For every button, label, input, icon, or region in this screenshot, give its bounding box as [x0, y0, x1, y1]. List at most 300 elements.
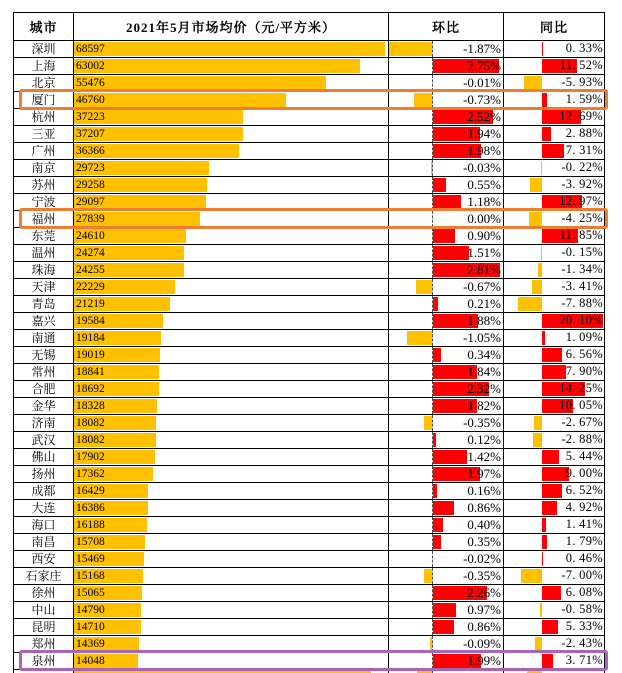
yoy-value: 9. 00% [565, 466, 603, 480]
price-value: 15065 [76, 587, 105, 599]
price-cell [74, 449, 389, 465]
yoy-value: -3. 92% [561, 177, 603, 191]
yoy-bar [542, 42, 543, 56]
table-row[interactable] [14, 109, 604, 126]
yoy-value: 12. 69% [559, 109, 603, 123]
price-cell [74, 432, 389, 448]
city-name: 成都 [31, 484, 56, 498]
yoy-bar [540, 603, 542, 617]
mom-value: -0.67% [463, 279, 501, 294]
price-value: 68597 [76, 43, 105, 55]
city-cell [14, 313, 74, 329]
price-cell [74, 415, 389, 431]
price-value: 36366 [76, 145, 105, 157]
city-name: 昆明 [31, 620, 56, 634]
city-name: 海口 [31, 518, 56, 532]
mom-cell [389, 92, 504, 108]
yoy-cell [504, 602, 604, 618]
city-cell [14, 296, 74, 312]
city-name: 扬州 [31, 467, 56, 481]
city-name: 宁波 [31, 195, 56, 209]
mom-cell [389, 500, 504, 516]
mom-bar [433, 450, 467, 464]
city-cell [14, 517, 74, 533]
header-price: 2021年5月市场均价（元/平方米） [74, 13, 389, 40]
yoy-cell [504, 92, 604, 108]
yoy-cell [504, 398, 604, 414]
mom-cell [389, 330, 504, 346]
city-name: 石家庄 [25, 569, 62, 583]
yoy-cell [504, 41, 604, 57]
price-value: 15469 [76, 553, 105, 565]
mom-value: 0.86% [467, 500, 501, 515]
price-bar [74, 59, 360, 73]
mom-cell [389, 568, 504, 584]
table-row[interactable] [14, 585, 604, 602]
city-name: 佛山 [31, 450, 56, 464]
yoy-cell [504, 126, 604, 142]
table-row[interactable] [14, 432, 604, 449]
mom-cell [389, 415, 504, 431]
price-cell [74, 262, 389, 278]
price-cell [74, 194, 389, 210]
price-cell [74, 177, 389, 193]
yoy-value: 12. 97% [559, 194, 603, 208]
city-cell [14, 211, 74, 227]
mom-value: 0.90% [467, 228, 501, 243]
city-cell [14, 41, 74, 57]
mom-cell [389, 279, 504, 295]
city-name: 济南 [31, 416, 56, 430]
city-cell [14, 636, 74, 652]
city-name: 金华 [31, 399, 56, 413]
mom-cell [389, 619, 504, 635]
mom-bar [433, 484, 437, 498]
yoy-bar [524, 76, 542, 90]
mom-bar [433, 535, 441, 549]
yoy-value: 7. 90% [565, 364, 603, 378]
price-cell [74, 228, 389, 244]
yoy-cell [504, 211, 604, 227]
yoy-value: -2. 43% [561, 636, 603, 650]
table-row[interactable] [14, 296, 604, 313]
mom-value: 2.81% [467, 262, 501, 277]
price-bar [74, 76, 326, 90]
price-value: 24274 [76, 247, 105, 259]
city-cell [14, 602, 74, 618]
yoy-cell [504, 517, 604, 533]
price-cell [74, 75, 389, 91]
price-value: 14790 [76, 604, 105, 616]
mom-cell [389, 245, 504, 261]
mom-value: 2.32% [467, 381, 501, 396]
mom-bar [416, 280, 432, 294]
yoy-bar [535, 637, 542, 651]
price-value: 29097 [76, 196, 105, 208]
mom-bar [433, 246, 469, 260]
table-row[interactable] [14, 143, 604, 160]
table-row[interactable] [14, 551, 604, 568]
yoy-bar [533, 433, 542, 447]
mom-bar [424, 416, 432, 430]
table-row[interactable] [14, 245, 604, 262]
table-row[interactable] [14, 398, 604, 415]
table-row[interactable] [14, 347, 604, 364]
table-row[interactable] [14, 636, 604, 653]
yoy-bar [518, 297, 542, 311]
price-cell [74, 568, 389, 584]
price-value: 63002 [76, 60, 105, 72]
mom-zero-axis [432, 330, 433, 346]
table-row[interactable] [14, 517, 604, 534]
table-row[interactable] [14, 602, 604, 619]
yoy-bar [542, 365, 566, 379]
price-cell [74, 534, 389, 550]
table-row[interactable] [14, 262, 604, 279]
price-value: 16188 [76, 519, 105, 531]
mom-value: 2.26% [467, 585, 501, 600]
city-cell [14, 245, 74, 261]
price-value: 37207 [76, 128, 105, 140]
yoy-cell [504, 653, 604, 669]
mom-cell [389, 194, 504, 210]
price-cell [74, 41, 389, 57]
table-row[interactable] [14, 279, 604, 296]
yoy-value: 1. 59% [565, 92, 603, 106]
city-name: 无锡 [31, 348, 56, 362]
mom-bar [424, 569, 432, 583]
mom-value: 1.82% [467, 398, 501, 413]
yoy-value: 5. 33% [565, 619, 603, 633]
city-name: 天津 [31, 280, 56, 294]
table-row[interactable] [14, 75, 604, 92]
table-row[interactable] [14, 568, 604, 585]
price-value: 14710 [76, 621, 105, 633]
table-body [14, 41, 604, 673]
table-header-row [14, 13, 604, 41]
mom-value: 1.94% [467, 126, 501, 141]
city-cell [14, 466, 74, 482]
mom-cell [389, 177, 504, 193]
mom-cell [389, 517, 504, 533]
mom-value: 0.00% [467, 211, 501, 226]
price-value: 29723 [76, 162, 105, 174]
city-name: 北京 [31, 76, 56, 90]
mom-value: -0.01% [463, 75, 501, 90]
yoy-value: 0. 33% [565, 41, 603, 55]
table-row[interactable] [14, 381, 604, 398]
yoy-cell [504, 75, 604, 91]
price-cell [74, 381, 389, 397]
yoy-cell [504, 279, 604, 295]
yoy-value: -7. 00% [561, 568, 603, 582]
table-row[interactable] [14, 92, 604, 109]
price-value: 19019 [76, 349, 105, 361]
city-name: 南昌 [31, 535, 56, 549]
table-row[interactable] [14, 211, 604, 228]
yoy-value: 2. 88% [565, 126, 603, 140]
city-name: 珠海 [31, 263, 56, 277]
yoy-cell [504, 296, 604, 312]
city-name: 广州 [31, 144, 56, 158]
city-name: 合肥 [31, 382, 56, 396]
yoy-bar [529, 212, 542, 226]
mom-zero-axis [432, 75, 433, 91]
mom-bar [433, 297, 438, 311]
yoy-bar [542, 484, 562, 498]
price-value: 17362 [76, 468, 105, 480]
mom-cell [389, 109, 504, 125]
price-value: 18082 [76, 434, 105, 446]
mom-cell [389, 211, 504, 227]
mom-value: 0.35% [467, 534, 501, 549]
price-cell [74, 347, 389, 363]
price-cell [74, 279, 389, 295]
yoy-bar [542, 654, 553, 668]
city-name: 青岛 [31, 297, 56, 311]
price-value: 29258 [76, 179, 105, 191]
yoy-bar [538, 263, 542, 277]
price-value: 18082 [76, 417, 105, 429]
table-row[interactable] [14, 194, 604, 211]
mom-value: -0.35% [463, 568, 501, 583]
city-cell [14, 364, 74, 380]
price-value: 55476 [76, 77, 105, 89]
mom-bar [433, 348, 441, 362]
mom-cell [389, 432, 504, 448]
yoy-cell [504, 160, 604, 176]
yoy-value: 0. 46% [565, 551, 603, 565]
city-cell [14, 534, 74, 550]
price-value: 15168 [76, 570, 105, 582]
city-name: 西安 [31, 552, 56, 566]
city-name: 苏州 [31, 178, 56, 192]
city-name: 南京 [31, 161, 56, 175]
yoy-cell [504, 551, 604, 567]
yoy-value: 6. 56% [565, 347, 603, 361]
yoy-bar [521, 569, 542, 583]
yoy-bar [542, 331, 545, 345]
mom-bar [433, 229, 455, 243]
table-row[interactable] [14, 177, 604, 194]
price-value: 27839 [76, 213, 105, 225]
yoy-value: 1. 09% [565, 330, 603, 344]
price-cell [74, 653, 389, 669]
yoy-cell [504, 568, 604, 584]
mom-cell [389, 313, 504, 329]
table-row[interactable] [14, 466, 604, 483]
yoy-cell [504, 415, 604, 431]
price-cell [74, 585, 389, 601]
price-cell [74, 330, 389, 346]
city-cell [14, 75, 74, 91]
price-bar [74, 93, 286, 107]
city-name: 嘉兴 [31, 314, 56, 328]
yoy-value: 4. 92% [565, 500, 603, 514]
mom-cell [389, 551, 504, 567]
yoy-bar [542, 93, 547, 107]
price-value: 15708 [76, 536, 105, 548]
mom-zero-axis [432, 636, 433, 652]
city-cell [14, 432, 74, 448]
mom-cell [389, 347, 504, 363]
yoy-value: 3. 71% [565, 653, 603, 667]
mom-cell [389, 449, 504, 465]
yoy-bar [542, 518, 546, 532]
yoy-value: 10. 05% [559, 398, 603, 412]
price-cell [74, 398, 389, 414]
table-row[interactable] [14, 449, 604, 466]
mom-cell [389, 398, 504, 414]
mom-zero-axis [432, 41, 433, 57]
city-name: 三亚 [31, 127, 56, 141]
yoy-cell [504, 483, 604, 499]
yoy-bar [542, 535, 547, 549]
yoy-cell [504, 449, 604, 465]
mom-zero-axis [432, 211, 433, 227]
city-name: 郑州 [31, 637, 56, 651]
price-cell [74, 466, 389, 482]
price-value: 24610 [76, 230, 105, 242]
city-name: 温州 [31, 246, 56, 260]
price-cell [74, 551, 389, 567]
city-name: 徐州 [31, 586, 56, 600]
city-name: 南通 [31, 331, 56, 345]
mom-value: 1.99% [467, 653, 501, 668]
table-row[interactable] [14, 58, 604, 75]
price-cell [74, 483, 389, 499]
price-cell [74, 143, 389, 159]
price-cell [74, 58, 389, 74]
yoy-cell [504, 347, 604, 363]
table-row[interactable] [14, 330, 604, 347]
table-row[interactable] [14, 41, 604, 58]
city-name: 杭州 [31, 110, 56, 124]
yoy-value: -2. 88% [561, 432, 603, 446]
city-name: 武汉 [31, 433, 56, 447]
price-cell [74, 296, 389, 312]
price-value: 18841 [76, 366, 105, 378]
city-cell [14, 500, 74, 516]
mom-value: 1.42% [467, 449, 501, 464]
mom-cell [389, 653, 504, 669]
yoy-cell [504, 432, 604, 448]
mom-cell [389, 364, 504, 380]
mom-cell [389, 262, 504, 278]
city-cell [14, 143, 74, 159]
city-cell [14, 551, 74, 567]
city-cell [14, 568, 74, 584]
header-yoy-change: 同比 [539, 20, 568, 35]
price-cell [74, 126, 389, 142]
yoy-bar [542, 552, 543, 566]
price-cell [74, 364, 389, 380]
price-value: 22229 [76, 281, 105, 293]
yoy-bar [530, 178, 542, 192]
mom-value: -1.87% [463, 41, 501, 56]
price-cell [74, 160, 389, 176]
yoy-cell [504, 194, 604, 210]
price-value: 16386 [76, 502, 105, 514]
price-value: 14048 [76, 655, 105, 667]
table-row[interactable] [14, 126, 604, 143]
city-name: 东莞 [31, 229, 56, 243]
mom-value: 1.51% [467, 245, 501, 260]
city-cell [14, 194, 74, 210]
city-cell [14, 415, 74, 431]
yoy-cell [504, 466, 604, 482]
yoy-bar [542, 348, 562, 362]
yoy-cell [504, 262, 604, 278]
mom-bar [433, 433, 436, 447]
price-cell [74, 619, 389, 635]
table-row[interactable] [14, 160, 604, 177]
yoy-cell [504, 364, 604, 380]
table-row[interactable] [14, 483, 604, 500]
yoy-cell [504, 619, 604, 635]
mom-bar [431, 161, 432, 175]
yoy-cell [504, 381, 604, 397]
yoy-cell [504, 177, 604, 193]
price-cell [74, 517, 389, 533]
yoy-cell [504, 330, 604, 346]
city-cell [14, 347, 74, 363]
price-value: 37223 [76, 111, 105, 123]
yoy-value: -0. 58% [561, 602, 603, 616]
mom-bar [433, 501, 454, 515]
table-row[interactable] [14, 653, 604, 670]
price-cell [74, 109, 389, 125]
price-value: 21219 [76, 298, 105, 310]
yoy-cell [504, 228, 604, 244]
table-row[interactable] [14, 500, 604, 517]
price-bar [74, 42, 385, 56]
city-cell [14, 109, 74, 125]
mom-cell [389, 466, 504, 482]
mom-value: 0.40% [467, 517, 501, 532]
table-row[interactable] [14, 364, 604, 381]
table-row[interactable] [14, 228, 604, 245]
city-cell [14, 585, 74, 601]
table-row[interactable] [14, 415, 604, 432]
mom-value: 1.18% [467, 194, 501, 209]
yoy-cell [504, 245, 604, 261]
mom-cell [389, 602, 504, 618]
yoy-bar [542, 586, 561, 600]
price-cell [74, 92, 389, 108]
table-row[interactable] [14, 619, 604, 636]
yoy-value: 1. 41% [565, 517, 603, 531]
mom-value: -0.73% [463, 92, 501, 107]
mom-bar [433, 178, 446, 192]
price-value: 17902 [76, 451, 105, 463]
yoy-value: 6. 52% [565, 483, 603, 497]
yoy-value: -5. 93% [561, 75, 603, 89]
table-row[interactable] [14, 534, 604, 551]
mom-cell [389, 534, 504, 550]
yoy-value: -3. 41% [561, 279, 603, 293]
mom-value: 0.34% [467, 347, 501, 362]
table-row[interactable] [14, 313, 604, 330]
yoy-value: 11. 85% [559, 228, 603, 242]
price-value: 19184 [76, 332, 105, 344]
city-cell [14, 279, 74, 295]
city-name: 中山 [31, 603, 56, 617]
mom-cell [389, 143, 504, 159]
mom-bar [433, 603, 456, 617]
yoy-value: -4. 25% [561, 211, 603, 225]
city-cell [14, 619, 74, 635]
